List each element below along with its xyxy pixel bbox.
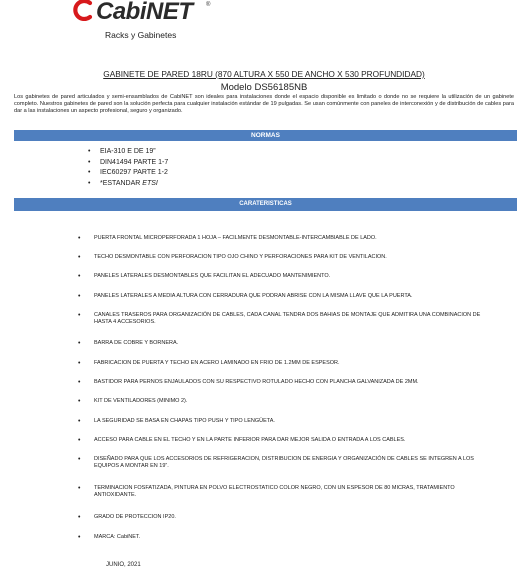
bullet-icon: • (78, 418, 81, 425)
bullet-icon: • (78, 340, 81, 347)
normas-etsi-label: ETSI (142, 179, 158, 187)
feature-text: CANALES TRASEROS PARA ORGANIZACIÓN DE CABLES, CADA CANAL TENDRA DOS BAHIAS DE MONTAJE QUE ADMITIRA UNA COMBINACION DE HASTA 4 ACCESORIOS. (94, 312, 481, 326)
feature-text: KIT DE VENTILADORES (MINIMO 2). (94, 398, 188, 404)
normas-item: • IEC60297 PARTE 1-2 (88, 168, 168, 179)
bullet-icon: • (78, 514, 81, 521)
feature-text: TERMINACION FOSFATIZADA, PINTURA EN POLVO ELECTROSTATICO COLOR NEGRO, CON UN ESPESOR DE 80 MICRAS, TRATAMIENTO ANTIOXIDANTE. (94, 485, 455, 499)
logo-c-icon (72, 0, 94, 21)
feature-text: DISEÑADO PARA QUE LOS ACCESORIOS DE REFRIGERACION, DISTRIBUCION DE ENERGIA Y ORGANIZACIÓN DE CABLES SE INTEGREN A LOS EQUIPOS A MONTAR EN 19”. (94, 456, 474, 470)
normas-heading: NORMAS (14, 130, 517, 141)
bullet-icon: • (78, 398, 81, 405)
intro-paragraph: Los gabinetes de pared articulados y semi-ensamblados de CabiNET son ideales para instalaciones donde el espacio disponible es limitado o donde no se requiere la utilización de un gabinete completo. Nuestros gabinetes de pared son la solución perfecta para cualquier instalación estándar de 19 pulgadas. Se usan comúnmente con paneles de interconexión y de distribución de cables para dar a las instalaciones un aspecto profesional, seguro y organizado. (14, 94, 514, 115)
bullet-icon: • (78, 437, 81, 444)
feature-text: PUERTA FRONTAL MICROPERFORADA 1 HOJA – FACILMENTE DESMONTABLE-INTERCAMBIABLE DE LADO. (94, 235, 377, 241)
bullet-icon: • (78, 379, 81, 386)
logo-text: CabiNET (96, 0, 193, 25)
normas-item-etsi (88, 179, 168, 190)
bullet-icon: • (78, 360, 81, 367)
feature-text: TECHO DESMONTABLE CON PERFORACION TIPO OJO CHINO Y PERFORACIONES PARA KIT DE VENTILACION. (94, 254, 387, 260)
feature-text: PANELES LATERALES DESMONTABLES QUE FACILITAN EL ADECUADO MANTENIMIENTO. (94, 273, 331, 279)
bullet-icon: • (78, 485, 81, 492)
tagline: Racks y Gabinetes (105, 30, 177, 40)
bullet-icon: • (78, 254, 81, 261)
feature-text: ACCESO PARA CABLE EN EL TECHO Y EN LA PARTE INFERIOR PARA DAR MEJOR SALIDA O ENTRADA A LOS CABLES. (94, 437, 406, 443)
feature-text: BASTIDOR PARA PERNOS ENJAULADOS CON SU RESPECTIVO ROTULADO HECHO CON PLANCHA GALVANIZADA DE 2MM. (94, 379, 419, 385)
caracteristicas-heading: CARATERISTICAS (14, 198, 517, 211)
model-number: Modelo DS56185NB (220, 82, 308, 93)
feature-text: FABRICACION DE PUERTA Y TECHO EN ACERO LAMINADO EN FRIO DE 1.2MM DE ESPESOR. (94, 360, 340, 366)
feature-text: MARCA: CabiNET. (94, 534, 141, 540)
feature-text: LA SEGURIDAD SE BASA EN CHAPAS TIPO PUSH Y TIPO LENGÜETA. (94, 418, 275, 424)
normas-etsi-prefix: *ESTANDAR (100, 179, 143, 187)
normas-item: • DIN41494 PARTE 1-7 (88, 158, 168, 169)
feature-text: GRADO DE PROTECCION IP20. (94, 514, 176, 520)
bullet-icon: • (78, 293, 81, 300)
cabinet-logo (72, 0, 222, 26)
normas-item: • EIA-310 E DE 19” (88, 147, 168, 158)
document-date: JUNIO, 2021 (106, 562, 141, 568)
document-title: GABINETE DE PARED 18RU (870 ALTURA X 550 DE ANCHO X 530 PROFUNDIDAD) (103, 69, 425, 79)
bullet-icon: • (78, 456, 81, 463)
bullet-icon: • (78, 235, 81, 242)
bullet-icon: • (78, 273, 81, 280)
feature-text: PANELES LATERALES A MEDIA ALTURA CON CERRADURA QUE PODRAN ABRISE CON LA MISMA LLAVE QUE LA PUERTA. (94, 293, 413, 299)
registered-mark: ® (206, 2, 211, 8)
bullet-icon: • (78, 312, 81, 319)
feature-text: BARRA DE COBRE Y BORNERA. (94, 340, 179, 346)
bullet-icon: • (78, 534, 81, 541)
normas-list (88, 147, 168, 189)
